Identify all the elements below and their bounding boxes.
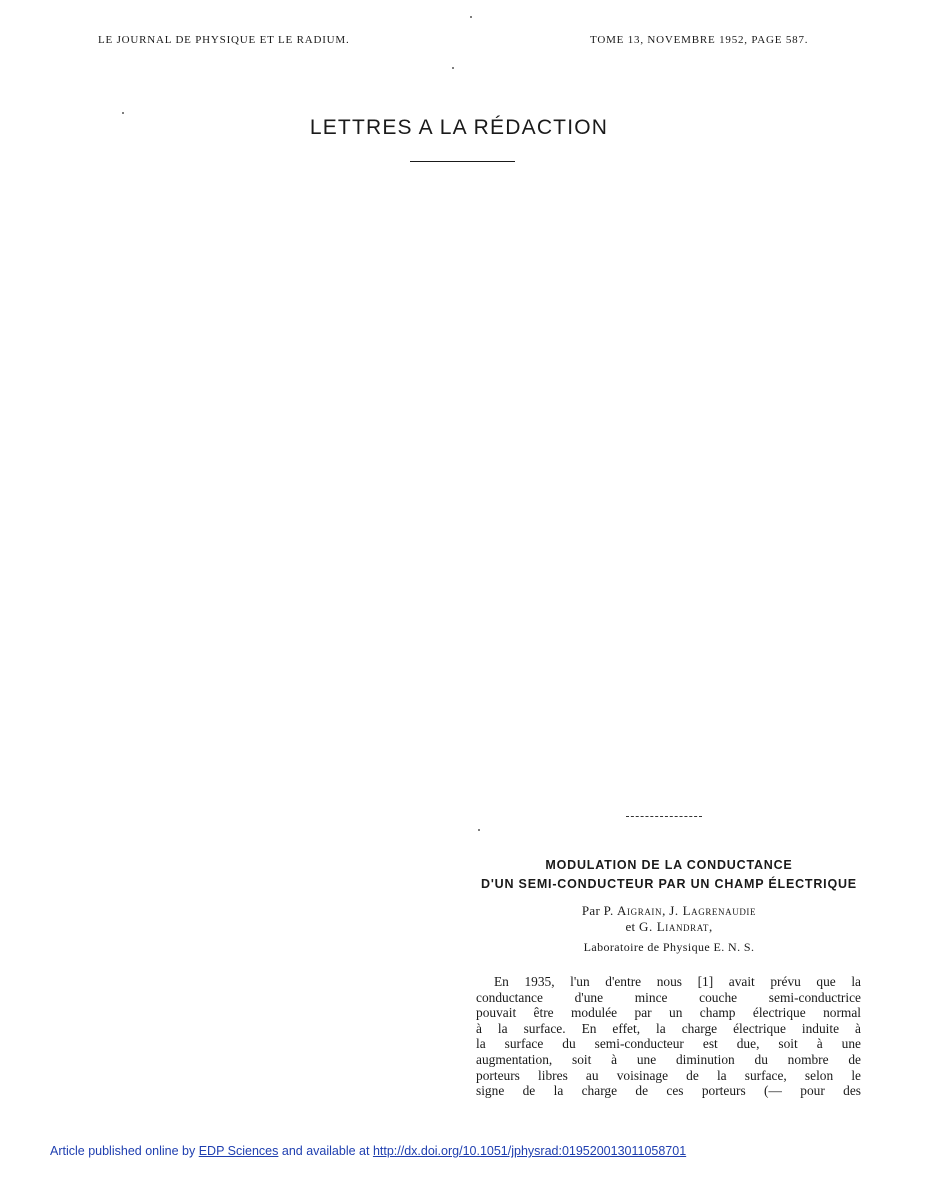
byline-authors: Par P. Aigrain, J. Lagrenaudie bbox=[581, 903, 757, 918]
scan-speck bbox=[470, 16, 472, 18]
body-line: pouvait être modulée par un champ électrique normal bbox=[476, 1005, 861, 1021]
author-2: J. Lagrenaudie bbox=[669, 903, 757, 918]
doi-link[interactable]: http://dx.doi.org/10.1051/jphysrad:019520013011058701 bbox=[372, 1144, 687, 1158]
body-line: En 1935, l'un d'entre nous [1] avait prévu que la bbox=[494, 974, 861, 989]
body-line: porteurs libres au voisinage de la surface, selon le bbox=[476, 1067, 861, 1083]
body-line: à la surface. En effet, la charge électrique induite à bbox=[476, 1020, 861, 1036]
publication-footer bbox=[50, 1144, 686, 1158]
author-3: G. Liandrat bbox=[639, 919, 709, 934]
author-1: P. Aigrain bbox=[603, 903, 663, 918]
scan-speck bbox=[122, 112, 124, 114]
title-divider bbox=[410, 161, 515, 162]
byline-authors-continued: et G. Liandrat, bbox=[625, 919, 713, 934]
body-line: la surface du semi-conducteur est due, soit à une bbox=[476, 1036, 861, 1052]
body-line: conductance d'une mince couche semi-conductrice bbox=[476, 989, 861, 1005]
running-head-right: TOME 13, NOVEMBRE 1952, PAGE 587. bbox=[590, 34, 809, 46]
footer-prefix: Article published online by bbox=[50, 1144, 196, 1158]
section-title: LETTRES A LA RÉDACTION bbox=[309, 116, 609, 139]
body-line: signe de la charge de ces porteurs (— pour des bbox=[476, 1083, 861, 1099]
running-head-left: LE JOURNAL DE PHYSIQUE ET LE RADIUM. bbox=[98, 34, 350, 46]
article-title-line-2: D'UN SEMI-CONDUCTEUR PAR UN CHAMP ÉLECTRIQUE bbox=[481, 877, 857, 891]
body-line: augmentation, soit à une diminution du nombre de bbox=[476, 1051, 861, 1067]
footer-middle: and available at bbox=[281, 1144, 370, 1158]
letter-divider bbox=[626, 816, 702, 817]
byline-par: Par bbox=[581, 903, 601, 918]
article-title-line-1: MODULATION DE LA CONDUCTANCE bbox=[545, 858, 793, 872]
byline-et: et bbox=[625, 919, 636, 934]
scan-speck bbox=[478, 829, 480, 831]
letter-body bbox=[476, 974, 861, 1099]
scan-speck bbox=[452, 67, 454, 69]
publisher-link[interactable]: EDP Sciences bbox=[198, 1144, 279, 1158]
affiliation: Laboratoire de Physique E. N. S. bbox=[583, 940, 755, 954]
